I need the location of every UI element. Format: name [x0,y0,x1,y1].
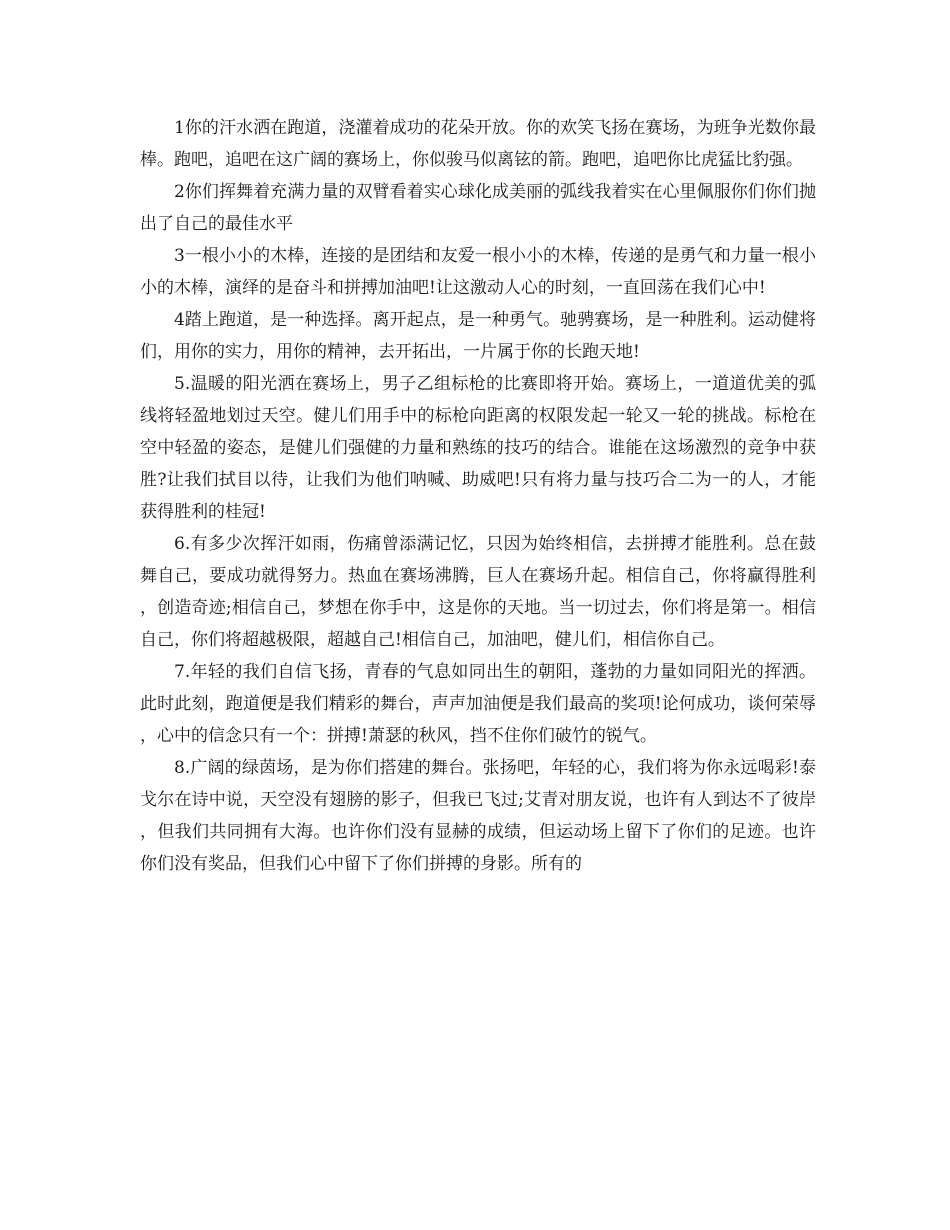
paragraph-7: 7.年轻的我们自信飞扬，青春的气息如同出生的朝阳，蓬勃的力量如同阳光的挥洒。此时此刻，跑道便是我们精彩的舞台，声声加油便是我们最高的奖项!论何成功，谈何荣辱，心中的信念只有一个：拼搏!萧瑟的秋风，挡不住你们破竹的锐气。 [140,662,816,746]
document-page [140,112,816,880]
paragraph-1: 1你的汗水洒在跑道，浇灌着成功的花朵开放。你的欢笑飞扬在赛场，为班争光数你最棒。跑吧，追吧在这广阔的赛场上，你似骏马似离铉的箭。跑吧，追吧你比虎猛比豹强。 [140,118,816,170]
paragraph-8: 8.广阔的绿茵场，是为你们搭建的舞台。张扬吧，年轻的心，我们将为你永远喝彩!泰戈尔在诗中说，天空没有翅膀的影子，但我已飞过;艾青对朋友说，也许有人到达不了彼岸，但我们共同拥有大海。也许你们没有显赫的成绩，但运动场上留下了你们的足迹。也许你们没有奖品，但我们心中留下了你们拼搏的身影。所有的 [140,758,816,874]
paragraph-4: 4踏上跑道，是一种选择。离开起点，是一种勇气。驰骋赛场，是一种胜利。运动健将们，用你的实力，用你的精神，去开拓出，一片属于你的长跑天地! [140,310,816,362]
paragraph-5: 5.温暖的阳光洒在赛场上，男子乙组标枪的比赛即将开始。赛场上，一道道优美的弧线将轻盈地划过天空。健儿们用手中的标枪向距离的权限发起一轮又一轮的挑战。标枪在空中轻盈的姿态，是健儿们强健的力量和熟练的技巧的结合。谁能在这场激烈的竞争中获胜?让我们拭目以待，让我们为他们呐喊、助威吧!只有将力量与技巧合二为一的人，才能获得胜利的桂冠! [140,374,816,522]
paragraph-6: 6.有多少次挥汗如雨，伤痛曾添满记忆，只因为始终相信，去拼搏才能胜利。总在鼓舞自己，要成功就得努力。热血在赛场沸腾，巨人在赛场升起。相信自己，你将赢得胜利，创造奇迹;相信自己，梦想在你手中，这是你的天地。当一切过去，你们将是第一。相信自己，你们将超越极限，超越自己!相信自己，加油吧，健儿们，相信你自己。 [140,534,816,650]
paragraph-2: 2你们挥舞着充满力量的双臂看着实心球化成美丽的弧线我着实在心里佩服你们你们抛出了自己的最佳水平 [140,182,816,234]
paragraph-3: 3一根小小的木棒，连接的是团结和友爱一根小小的木棒，传递的是勇气和力量一根小小的木棒，演绎的是奋斗和拼搏加油吧!让这激动人心的时刻，一直回荡在我们心中! [140,246,816,298]
